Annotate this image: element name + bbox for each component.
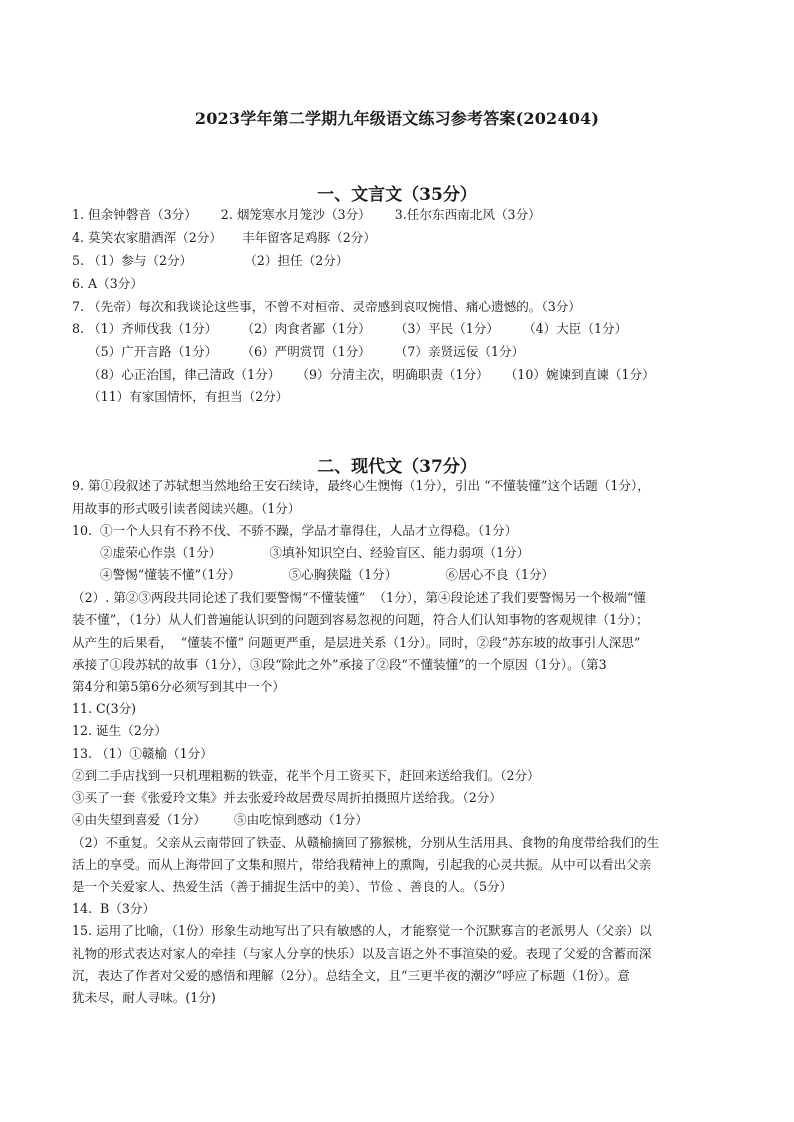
answer-q13-line2: ②到二手店找到一只机理粗粝的铁壶，花半个月工资买下，赶回来送给我们。（2分）: [72, 768, 540, 783]
answer-q13-line4: ④由失望到喜爱（1分） ⑤由吃惊到感动（1分）: [72, 812, 368, 827]
answer-q13-2-line2: 活上的享受。而从上海带回了文集和照片，带给我精神上的熏陶，引起我的心灵共振。从中可以看出父亲: [72, 857, 652, 872]
answer-q13-line1: 13. （1）①赣榆（1分）: [72, 746, 213, 761]
answer-q8-row2: （5）广开言路（1分） （6）严明赏罚（1分） （7）亲贤远佞（1分）: [72, 344, 525, 359]
document-title: 2023学年第二学期九年级语文练习参考答案(202404): [194, 109, 600, 128]
answer-q15-line3: 沉，表达了作者对父爱的感悟和理解（2分）。总结全文，且“三更半夜的潮汐”呼应了标题（1份）。意: [72, 968, 630, 983]
answer-q13-line3: ③买了一套《张爱玲文集》并去张爱玲故居费尽周折拍摄照片送给我。（2分）: [72, 790, 502, 805]
answer-q15-line4: 犹未尽，耐人寻味。(1分): [72, 990, 216, 1005]
answer-q14: 14. B（3分）: [72, 901, 156, 916]
answer-q8-row1: 8. （1）齐师伐我（1分） （2）肉食者鄙（1分） （3）平民（1分） （4）大臣（1分）: [72, 321, 628, 336]
section-title-modern-text: 二、现代文（37分）: [317, 457, 477, 477]
answer-q5: 5. （1）参与（2分） （2）担任（2分）: [72, 253, 349, 268]
answer-q12: 12. 诞生（2分）: [72, 723, 168, 738]
answer-q13-2-line1: （2）不重复。父亲从云南带回了铁壶、从赣榆摘回了猕猴桃，分别从生活用具、食物的角度带给我们的生: [72, 835, 660, 850]
answer-q15-line1: 15. 运用了比喻，（1份）形象生动地写出了只有敏感的人，才能察觉一个沉默寡言的老派男人（父亲）以: [72, 923, 652, 938]
answer-q10-2-line5: 第4分和第5第6分必须写到其中一个）: [72, 679, 285, 694]
answer-q10-line3: ④警惕“懂装不懂”（1分） ⑤心胸狭隘（1分） ⑥居心不良（1分）: [72, 567, 555, 582]
answer-q4: 4. 莫笑农家腊酒浑（2分） 丰年留客足鸡豚（2分）: [72, 230, 376, 245]
answer-q9-line2: 用故事的形式吸引读者阅读兴趣。（1分）: [72, 501, 301, 516]
answer-q10-2-line3: 从产生的后果看， “懂装不懂” 问题更严重，是层进关系（1分）。同时，②段“苏东坡的故事引人深思”: [72, 635, 641, 650]
answer-q10-2-line1: （2）. 第②③两段共同论述了我们要警惕“不懂装懂” （1分），第④段论述了我们要警惕另一个极端“懂: [72, 590, 646, 605]
answer-q1-3: 1. 但余钟磬音（3分） 2. 烟笼寒水月笼沙（3分） 3.任尔东西南北风（3分）: [72, 207, 541, 222]
answer-q8-row3: （8）心正治国，律己清政（1分） （9）分清主次，明确职责（1分） （10）婉谏到直谏（1分）: [72, 367, 655, 382]
answer-q10-2-line2: 装不懂”，（1分）从人们普遍能认识到的问题到容易忽视的问题，符合人们认知事物的客观规律（1分）；: [72, 612, 649, 627]
answer-q15-line2: 礼物的形式表达对家人的牵挂（与家人分享的快乐）以及言语之外不事渲染的爱。表现了父爱的含蓄而深: [72, 946, 652, 961]
answer-q10-line1: 10. ①一个人只有不矜不伐、不骄不躁，学品才靠得住，人品才立得稳。（1分）: [72, 523, 518, 538]
answer-q6: 6. A（3分）: [72, 276, 143, 291]
answer-q7: 7. （先帝）每次和我谈论这些事，不曾不对桓帝、灵帝感到哀叹惋惜、痛心遗憾的。（3分）: [72, 299, 581, 314]
answer-q13-2-line3: 是一个关爱家人、热爱生活（善于捕捉生活中的美）、节俭 、善良的人。（5分）: [72, 879, 513, 894]
answer-q9-line1: 9. 第①段叙述了苏轼想当然地给王安石续诗，最终心生懊悔（1分），引出 “不懂装懂”这个话题（1分），: [72, 478, 650, 493]
section-title-classical-chinese: 一、文言文（35分）: [317, 185, 477, 205]
answer-q8-row4: （11）有家国情怀，有担当（2分）: [72, 389, 289, 404]
answer-q10-line2: ②虚荣心作祟（1分） ③填补知识空白、经验盲区、能力弱项（1分）: [72, 545, 530, 560]
answer-q11: 11. C(3分): [72, 701, 137, 716]
answer-q10-2-line4: 承接了①段苏轼的故事（1分），③段“除此之外”承接了②段“不懂装懂”的一个原因（1分）。（第3: [72, 657, 607, 672]
